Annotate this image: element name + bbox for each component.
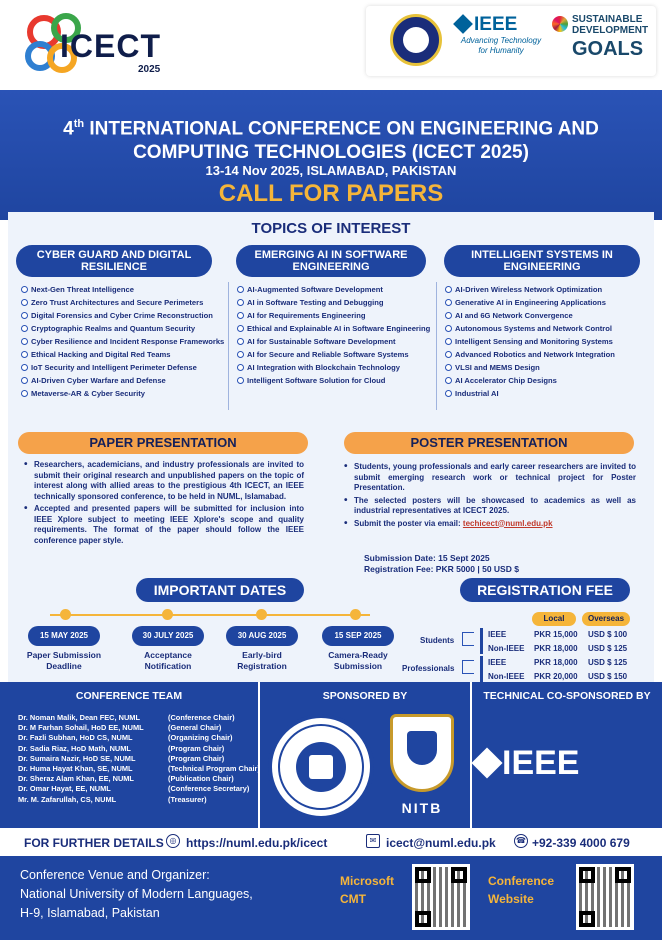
list-item: Ethical and Explainable AI in Software Engineering xyxy=(236,324,432,333)
timeline-dot xyxy=(256,609,267,620)
ieee-tagline-2: for Humanity xyxy=(478,46,524,55)
member-name: Dr. Noman Malik, Dean FEC, NUML xyxy=(18,713,140,722)
reg-local: PKR 15,000 xyxy=(534,630,578,639)
website-qr-code[interactable] xyxy=(576,864,634,930)
email-link[interactable]: icect@numl.edu.pk xyxy=(386,836,496,850)
reg-local: PKR 18,000 xyxy=(534,658,578,667)
reg-type: IEEE xyxy=(488,658,507,667)
date-pill: 30 JULY 2025 xyxy=(132,626,204,646)
date-label-line: Early-bird xyxy=(242,650,282,660)
list-item: Intelligent Sensing and Monitoring Systems xyxy=(444,337,648,346)
list-item: AI for Requirements Engineering xyxy=(236,311,432,320)
member-name: Dr. Sumaira Nazir, HoD SE, NUML xyxy=(18,753,136,763)
sponsored-heading: SPONSORED BY xyxy=(322,690,408,702)
list-item: AI in Software Testing and Debugging xyxy=(236,298,432,307)
date-label-line: Acceptance xyxy=(144,650,192,660)
member-role: (General Chair) xyxy=(168,723,222,733)
call-for-papers: CALL FOR PAPERS xyxy=(218,180,444,207)
cmt-line-2: CMT xyxy=(340,892,366,906)
team-member xyxy=(18,774,260,784)
cmt-line-1: Microsoft xyxy=(340,874,394,888)
topic-list-3 xyxy=(444,285,648,402)
partner-logos xyxy=(366,6,656,76)
paper-presentation-heading: PAPER PRESENTATION xyxy=(18,432,308,454)
date-label-line: Notification xyxy=(144,661,192,671)
member-role: (Conference Secretary) xyxy=(168,784,250,794)
list-item: Generative AI in Engineering Applications xyxy=(444,298,648,307)
title-ordinal-suffix: th xyxy=(73,118,85,130)
member-role: (Technical Program Chair) xyxy=(168,764,260,774)
poster-email-prefix: Submit the poster via email: xyxy=(354,518,463,528)
row-bar xyxy=(480,656,483,682)
website-label xyxy=(488,872,554,908)
timeline-dot xyxy=(162,609,173,620)
submission-date: Submission Date: 15 Sept 2025 xyxy=(364,553,490,563)
list-item: Industrial AI xyxy=(444,389,648,398)
venue-text xyxy=(20,866,253,923)
poster-email-link[interactable]: techicect@numl.edu.pk xyxy=(462,518,553,528)
timeline-line xyxy=(50,614,370,616)
reg-type: Non-IEEE xyxy=(488,672,525,681)
team-member xyxy=(18,723,260,733)
website-line-2: Website xyxy=(488,892,534,906)
nitb-text: NITB xyxy=(401,800,443,816)
poster-bullet: • The selected posters will be showcased to academics as well as industrial representatives at ICECT 2025. xyxy=(344,496,636,517)
bracket xyxy=(462,632,474,646)
member-role: (Publication Chair) xyxy=(168,774,234,784)
bracket xyxy=(462,660,474,674)
list-item: Intelligent Software Solution for Cloud xyxy=(236,376,432,385)
team-list xyxy=(18,713,260,805)
col-overseas: Overseas xyxy=(582,612,630,626)
list-item: Cryptographic Realms and Quantum Security xyxy=(20,324,226,333)
globe-icon: ◎ xyxy=(166,834,180,848)
date-label xyxy=(24,650,104,672)
list-item: Metaverse-AR & Cyber Security xyxy=(20,389,226,398)
ieee-sponsor-text: IEEE xyxy=(502,744,580,782)
nitb-logo xyxy=(382,708,462,824)
further-details-label: FOR FURTHER DETAILS xyxy=(24,836,164,850)
list-item: IoT Security and Intelligent Perimeter Defense xyxy=(20,363,226,372)
list-item: Next-Gen Threat Intelligence xyxy=(20,285,226,294)
member-name: Dr. M Farhan Sohail, HoD EE, NUML xyxy=(18,723,144,733)
group-students: Students xyxy=(420,636,455,645)
reg-overseas: USD $ 125 xyxy=(588,644,628,653)
date-label xyxy=(222,650,302,672)
date-label-line: Deadline xyxy=(46,661,82,671)
sdg-line-2: DEVELOPMENT xyxy=(572,25,649,36)
topic-col-2-header: EMERGING AI IN SOFTWARE ENGINEERING xyxy=(236,245,426,277)
team-member xyxy=(18,784,260,794)
team-member xyxy=(18,795,260,805)
sdg-line-1: SUSTAINABLE xyxy=(572,14,643,25)
list-item: Autonomous Systems and Network Control xyxy=(444,324,648,333)
poster-registration-fee: Registration Fee: PKR 5000 | 50 USD $ xyxy=(364,564,519,574)
website-link[interactable]: https://numl.edu.pk/icect xyxy=(186,836,328,850)
member-role: (Treasurer) xyxy=(168,794,207,804)
list-item: AI and 6G Network Convergence xyxy=(444,311,648,320)
venue-line-3: H-9, Islamabad, Pakistan xyxy=(20,906,160,920)
date-pill: 15 MAY 2025 xyxy=(28,626,100,646)
reg-overseas: USD $ 150 xyxy=(588,672,628,681)
list-item: AI-Driven Cyber Warfare and Defense xyxy=(20,376,226,385)
date-label-line: Paper Submission xyxy=(26,650,102,660)
team-member xyxy=(18,733,260,743)
poster-bullet xyxy=(344,519,636,530)
ieee-diamond-icon xyxy=(453,14,473,34)
topic-col-1-header: CYBER GUARD AND DIGITAL RESILIENCE xyxy=(16,245,212,277)
paper-bullet: • Researchers, academicians, and industry professionals are invited to submit their original research and unpublished papers on the topic of interest along with allied areas to the prestigious 4th ICECT, an IEEE technically sponsored conference, to be held in NUML, Islamabad. xyxy=(24,460,304,502)
list-item: AI-Augmented Software Development xyxy=(236,285,432,294)
member-name: Dr. Omar Hayat, EE, NUML xyxy=(18,784,111,794)
sdg-wheel-icon xyxy=(552,16,568,32)
ieee-tagline-1: Advancing Technology xyxy=(460,36,542,45)
registration-fee-heading: REGISTRATION FEE xyxy=(460,578,630,602)
list-item: AI Integration with Blockchain Technology xyxy=(236,363,432,372)
phone-icon: ☎ xyxy=(514,834,528,848)
timeline-dot xyxy=(350,609,361,620)
list-item: Advanced Robotics and Network Integration xyxy=(444,350,648,359)
team-member xyxy=(18,764,260,774)
reg-type: IEEE xyxy=(488,630,507,639)
numl-seal-icon xyxy=(390,14,442,66)
reg-overseas: USD $ 125 xyxy=(588,658,628,667)
date-label xyxy=(318,650,398,672)
reg-type: Non-IEEE xyxy=(488,644,525,653)
date-label-line: Submission xyxy=(333,661,383,671)
row-bar xyxy=(480,628,483,654)
website-line-1: Conference xyxy=(488,874,555,888)
ieee-word: IEEE xyxy=(474,14,518,35)
topic-col-3-header: INTELLIGENT SYSTEMS IN ENGINEERING xyxy=(444,245,640,277)
important-dates-heading: IMPORTANT DATES xyxy=(136,578,304,602)
date-label-line: Registration xyxy=(237,661,287,671)
list-item: AI-Driven Wireless Network Optimization xyxy=(444,285,648,294)
ieee-logo xyxy=(456,14,546,69)
team-member xyxy=(18,744,260,754)
phone-number[interactable]: +92-339 4000 679 xyxy=(532,836,630,850)
timeline-dot xyxy=(60,609,71,620)
poster-text xyxy=(344,462,636,531)
member-role: (Program Chair) xyxy=(168,743,225,753)
team-member xyxy=(18,713,260,723)
col-local: Local xyxy=(532,612,576,626)
submission-info xyxy=(364,553,519,575)
list-item: AI Accelerator Chip Designs xyxy=(444,376,648,385)
reg-local: PKR 18,000 xyxy=(534,644,578,653)
tech-sponsored-heading: TECHNICAL CO-SPONSORED BY xyxy=(483,690,651,702)
poster-presentation-heading: POSTER PRESENTATION xyxy=(344,432,634,454)
icect-logo xyxy=(18,8,178,82)
list-item: Cyber Resilience and Incident Response Frameworks xyxy=(20,337,226,346)
list-item: Digital Forensics and Cyber Crime Reconstruction xyxy=(20,311,226,320)
date-label xyxy=(128,650,208,672)
header xyxy=(0,0,662,90)
numl-sponsor-seal-icon xyxy=(268,714,374,820)
topic-list-2 xyxy=(236,285,432,389)
member-name: Dr. Sheraz Alam Khan, EE, NUML xyxy=(18,774,134,784)
column-divider xyxy=(228,282,229,410)
column-divider xyxy=(436,282,437,410)
title-line-1: INTERNATIONAL CONFERENCE ON ENGINEERING AND xyxy=(89,118,599,140)
paper-bullet: • Accepted and presented papers will be submitted for inclusion into IEEE Xplore subject to meeting IEEE Xplore's scope and quality requirements. The format of the paper should follow the IEEE conference paper style. xyxy=(24,504,304,546)
date-pill: 15 SEP 2025 xyxy=(322,626,394,646)
reg-local: PKR 20,000 xyxy=(534,672,578,681)
topic-list-1 xyxy=(20,285,226,402)
logo-text: ICECT xyxy=(60,28,161,64)
list-item: VLSI and MEMS Design xyxy=(444,363,648,372)
mail-icon: ✉ xyxy=(366,834,380,848)
paper-text xyxy=(24,460,304,548)
poster-bullet: • Students, young professionals and early career researchers are invited to submit emerging research work or technical project for Poster Presentation. xyxy=(344,462,636,494)
date-pill: 30 AUG 2025 xyxy=(226,626,298,646)
member-name: Dr. Huma Hayat Khan, SE, NUML xyxy=(18,764,133,774)
list-item: Zero Trust Architectures and Secure Perimeters xyxy=(20,298,226,307)
group-professionals: Professionals xyxy=(402,664,455,673)
member-role: (Program Chair) xyxy=(168,753,225,763)
member-role: (Organizing Chair) xyxy=(168,733,233,743)
member-role: (Conference Chair) xyxy=(168,713,235,722)
sdg-logo xyxy=(552,14,652,69)
nitb-shield-icon xyxy=(390,714,454,792)
title-ordinal: 4 xyxy=(63,118,74,140)
member-name: Dr. Sadia Riaz, HoD Math, NUML xyxy=(18,743,131,753)
cmt-label xyxy=(340,872,394,908)
sdg-line-3: GOALS xyxy=(572,38,644,60)
date-label-line: Camera-Ready xyxy=(328,650,388,660)
list-item: AI for Secure and Reliable Software Systems xyxy=(236,350,432,359)
logo-year: 2025 xyxy=(138,64,161,75)
conference-date: 13-14 Nov 2025, ISLAMABAD, PAKISTAN xyxy=(205,163,457,178)
list-item: AI for Sustainable Software Development xyxy=(236,337,432,346)
reg-overseas: USD $ 100 xyxy=(588,630,628,639)
venue-line-1: Conference Venue and Organizer: xyxy=(20,868,210,882)
conference-title xyxy=(20,112,642,165)
topics-heading: TOPICS OF INTEREST xyxy=(251,220,411,237)
venue-line-2: National University of Modern Languages, xyxy=(20,887,253,901)
list-item: Ethical Hacking and Digital Red Teams xyxy=(20,350,226,359)
team-member xyxy=(18,754,260,764)
member-name: Dr. Fazli Subhan, HoD CS, NUML xyxy=(18,733,133,743)
title-line-2: COMPUTING TECHNOLOGIES (ICECT 2025) xyxy=(133,142,529,164)
member-name: Mr. M. Zafarullah, CS, NUML xyxy=(18,794,117,804)
cmt-qr-code[interactable] xyxy=(412,864,470,930)
team-heading: CONFERENCE TEAM xyxy=(75,690,183,702)
